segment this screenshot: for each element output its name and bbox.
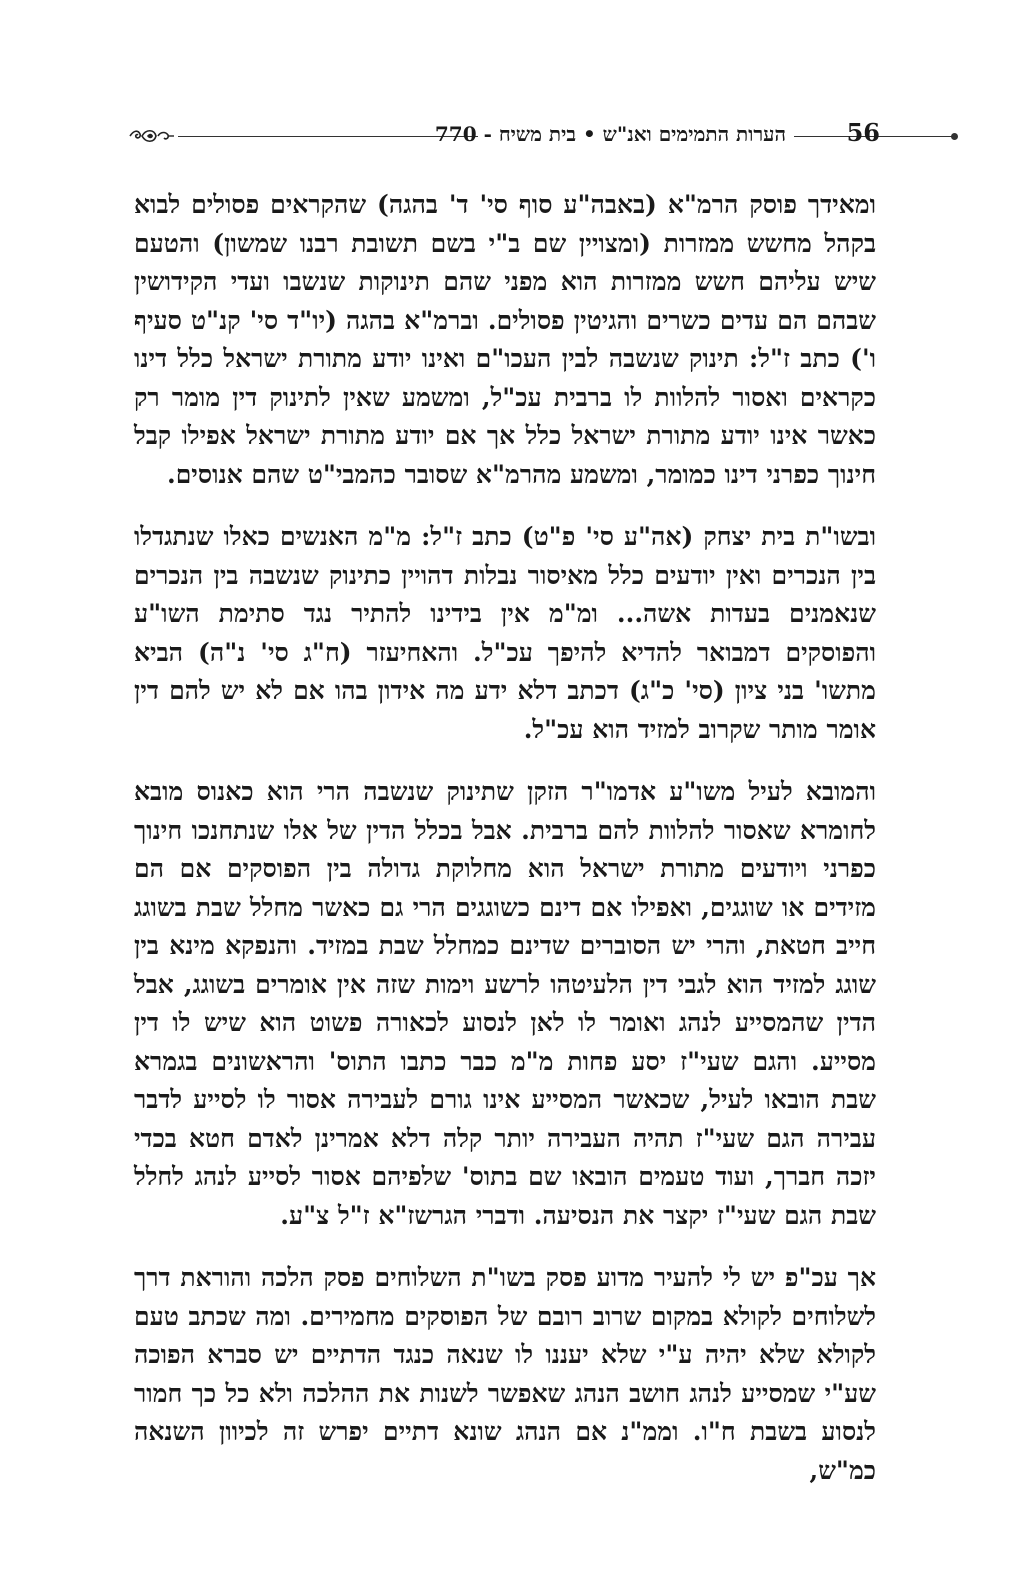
running-header: [128, 118, 880, 154]
paragraph: ומאידך פוסק הרמ"א (באבה"ע סוף סי' ד' בהגה) שהקראים פסולים לבוא בקהל מחשש ממזרות (ומצויין שם ב"י בשם תשובת רבנו שמשון) והטעם שיש עליהם חשש ממזרות הוא מפני שהם תינוקות שנשבו ועדי הקידושין שבהם הם עדים כשרים והגיטין פסולים. וברמ"א בהגה (יו"ד סי' קנ"ט סעיף ו') כתב ז"ל: תינוק שנשבה לבין העכו"ם ואינו יודע מתורת ישראל כלל דינו כקראים ואסור להלוות לו ברבית עכ"ל, ומשמע שאין לתינוק דין מומר רק כאשר אינו יודע מתורת ישראל כלל אך אם יודע מתורת ישראל אפילו קבל חינוך כפרני דינו כמומר, ומשמע מהרמ"א שסובר כהמבי"ט שהם אנוסים.: [134, 190, 876, 489]
paragraph: והמובא לעיל משו"ע אדמו"ר הזקן שתינוק שנשבה הרי הוא כאנוס מובא לחומרא שאסור להלוות להם ברבית. אבל בכלל הדין של אלו שנתחנכו חינוך כפרני ויודעים מתורת ישראל הוא מחלוקת גדולה בין הפוסקים אם הם מזידים או שוגגים, ואפילו אם דינם כשוגגים הרי גם כאשר מחלל שבת בשוגג חייב חטאת, והרי יש הסוברים שדינם כמחלל שבת במזיד. והנפקא מינא בין שוגג למזיד הוא לגבי דין הלעיטהו לרשע וימות שזה אין אומרים בשוגג, אבל הדין שהמסייע לנהג ואומר לו לאן לנסוע לכאורה פשוט הוא שיש לו דין מסייע. והגם שעי"ז יסע פחות מ"מ כבר כתבו התוס' והראשונים בגמרא שבת הובאו לעיל, שכאשר המסייע אינו גורם לעבירה אסור לו לסייע לדבר עבירה הגם שעי"ז תהיה העבירה יותר קלה דלא אמרינן לאדם חטא בכדי יזכה חברך, ועוד טעמים הובאו שם בתוס' שלפיהם אסור לסייע לנהג לחלל שבת הגם שעי"ז יקצר את הנסיעה. ודברי הגרשז"א ז"ל צ"ע.: [134, 777, 876, 1230]
header-rule-dot: [951, 133, 958, 140]
header-rule-left: [178, 136, 478, 137]
paragraph: ובשו"ת בית יצחק (אה"ע סי' פ"ט) כתב ז"ל: מ"מ האנשים כאלו שנתגדלו בין הנכרים ואין יודעים כלל מאיסור נבלות דהויין כתינוק שנשבה בין הנכרים שנאמנים בעדות אשה... ומ"מ אין בידינו להתיר נגד סתימת השו"ע והפוסקים דמבואר להדיא להיפך עכ"ל. והאחיעזר (ח"ג סי' נ"ה) הביא מתשו' בני ציון (סי' כ"ג) דכתב דלא ידע מה אידון בהו אם לא יש להם דין אומר מותר שקרוב למזיד הוא עכ"ל.: [134, 522, 876, 744]
running-title: הערות התמימים ואנ"ש • בית משיח - 770: [434, 122, 786, 146]
body-text: [134, 186, 876, 1490]
paragraph: אך עכ"פ יש לי להעיר מדוע פסק בשו"ת השלוחים פסק הלכה והוראת דרך לשלוחים לקולא במקום שרוב רובם של הפוסקים מחמירים. ומה שכתב טעם לקולא שלא יהיה ע"י שלא יעננו לו שנאה כנגד הדתיים יש סברא הפוכה שע"י שמסייע לנהג חושב הנהג שאפשר לשנות את ההלכה ולא כל כך חמור לנסוע בשבת ח"ו. וממ"נ אם הנהג שונא דתיים יפרש זה לכיוון השנאה כמ"ש,: [134, 1263, 876, 1485]
fleuron-ornament-icon: [128, 126, 174, 146]
page-number: 56: [846, 118, 880, 147]
